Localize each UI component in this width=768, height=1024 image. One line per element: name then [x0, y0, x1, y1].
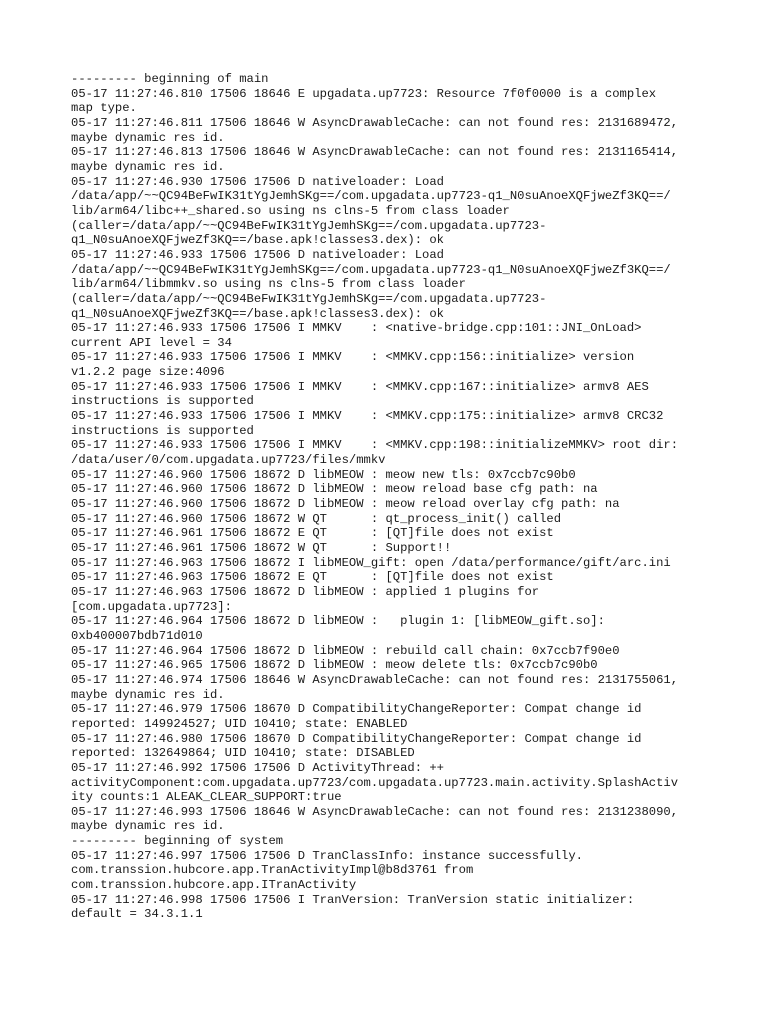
- log-line: --------- beginning of system: [71, 834, 284, 849]
- log-line: 05-17 11:27:46.964 17506 18672 D libMEOW : rebuild call chain: 0x7ccb7f90e0: [71, 643, 620, 658]
- log-line: 05-17 11:27:46.998 17506 17506 I TranVersion: TranVersion static initializer:: [71, 892, 635, 907]
- log-line: 05-17 11:27:46.933 17506 17506 I MMKV : <MMKV.cpp:175::initialize> armv8 CRC32: [71, 409, 664, 424]
- log-line: v1.2.2 page size:4096: [71, 365, 225, 380]
- log-line: 05-17 11:27:46.963 17506 18672 D libMEOW : applied 1 plugins for: [71, 584, 540, 599]
- log-line: 05-17 11:27:46.997 17506 17506 D TranClassInfo: instance successfully.: [71, 848, 583, 863]
- log-line: 05-17 11:27:46.933 17506 17506 I MMKV : <MMKV.cpp:198::initializeMMKV> root dir:: [71, 438, 679, 453]
- log-line: reported: 149924527; UID 10410; state: ENABLED: [71, 716, 408, 731]
- log-line: lib/arm64/libc++_shared.so using ns clns-5 from class loader: [71, 203, 510, 218]
- log-line: maybe dynamic res id.: [71, 687, 225, 702]
- log-line: 05-17 11:27:46.813 17506 18646 W AsyncDrawableCache: can not found res: 2131165414,: [71, 145, 679, 160]
- log-line: 05-17 11:27:46.961 17506 18672 E QT : [QT]file does not exist: [71, 526, 554, 541]
- log-line: 05-17 11:27:46.933 17506 17506 I MMKV : <native-bridge.cpp:101::JNI_OnLoad>: [71, 321, 642, 336]
- log-line: 05-17 11:27:46.960 17506 18672 D libMEOW : meow new tls: 0x7ccb7c90b0: [71, 467, 576, 482]
- log-line: 05-17 11:27:46.980 17506 18670 D CompatibilityChangeReporter: Compat change id: [71, 731, 642, 746]
- log-line: 05-17 11:27:46.965 17506 18672 D libMEOW : meow delete tls: 0x7ccb7c90b0: [71, 658, 598, 673]
- log-line: 05-17 11:27:46.960 17506 18672 D libMEOW : meow reload overlay cfg path: na: [71, 497, 620, 512]
- log-line: /data/app/~~QC94BeFwIK31tYgJemhSKg==/com.upgadata.up7723-q1_N0suAnoeXQFjweZf3KQ==/: [71, 189, 671, 204]
- log-line: 05-17 11:27:46.933 17506 17506 I MMKV : <MMKV.cpp:156::initialize> version: [71, 350, 635, 365]
- log-line: 05-17 11:27:46.963 17506 18672 I libMEOW_gift: open /data/performance/gift/arc.ini: [71, 555, 671, 570]
- log-line: 05-17 11:27:46.810 17506 18646 E upgadata.up7723: Resource 7f0f0000 is a complex: [71, 86, 657, 101]
- log-line: maybe dynamic res id.: [71, 130, 225, 145]
- log-line: --------- beginning of main: [71, 72, 269, 86]
- log-line: 05-17 11:27:46.961 17506 18672 W QT : Support!!: [71, 541, 452, 555]
- log-text-block: [71, 72, 701, 922]
- log-line: /data/user/0/com.upgadata.up7723/files/mmkv: [71, 453, 386, 468]
- log-line: 05-17 11:27:46.992 17506 17506 D ActivityThread: ++: [71, 760, 444, 775]
- log-line: com.transsion.hubcore.app.TranActivityImpl@b8d3761 from: [71, 863, 474, 878]
- log-line: 05-17 11:27:46.979 17506 18670 D CompatibilityChangeReporter: Compat change id: [71, 702, 642, 717]
- log-line: 05-17 11:27:46.933 17506 17506 D nativeloader: Load: [71, 247, 444, 262]
- log-line: 0xb400007bdb71d010: [71, 628, 203, 643]
- log-line: current API level = 34: [71, 335, 232, 350]
- log-line: lib/arm64/libmmkv.so using ns clns-5 from class loader: [71, 277, 466, 292]
- log-line: 05-17 11:27:46.933 17506 17506 I MMKV : <MMKV.cpp:167::initialize> armv8 AES: [71, 379, 649, 394]
- log-line: ity counts:1 ALEAK_CLEAR_SUPPORT:true: [71, 790, 342, 805]
- log-line: default = 34.3.1.1: [71, 907, 203, 922]
- log-line: maybe dynamic res id.: [71, 819, 225, 834]
- log-line: 05-17 11:27:46.811 17506 18646 W AsyncDrawableCache: can not found res: 2131689472,: [71, 115, 679, 130]
- log-line: instructions is supported: [71, 394, 254, 409]
- log-line: q1_N0suAnoeXQFjweZf3KQ==/base.apk!classes3.dex): ok: [71, 306, 444, 321]
- log-line: 05-17 11:27:46.930 17506 17506 D nativeloader: Load: [71, 174, 444, 189]
- log-line: 05-17 11:27:46.974 17506 18646 W AsyncDrawableCache: can not found res: 2131755061,: [71, 672, 679, 687]
- log-line: (caller=/data/app/~~QC94BeFwIK31tYgJemhSKg==/com.upgadata.up7723-: [71, 291, 547, 306]
- log-line: instructions is supported: [71, 423, 254, 438]
- log-line: 05-17 11:27:46.963 17506 18672 E QT : [QT]file does not exist: [71, 570, 554, 585]
- log-line: 05-17 11:27:46.960 17506 18672 D libMEOW : meow reload base cfg path: na: [71, 482, 598, 497]
- log-line: 05-17 11:27:46.964 17506 18672 D libMEOW : plugin 1: [libMEOW_gift.so]:: [71, 614, 605, 629]
- log-line: activityComponent:com.upgadata.up7723/com.upgadata.up7723.main.activity.SplashActiv: [71, 775, 679, 790]
- log-line: [com.upgadata.up7723]:: [71, 599, 232, 614]
- log-line: 05-17 11:27:46.993 17506 18646 W AsyncDrawableCache: can not found res: 2131238090,: [71, 804, 679, 819]
- log-line: com.transsion.hubcore.app.ITranActivity: [71, 878, 357, 893]
- log-line: maybe dynamic res id.: [71, 159, 225, 174]
- log-line: (caller=/data/app/~~QC94BeFwIK31tYgJemhSKg==/com.upgadata.up7723-: [71, 218, 547, 233]
- log-line: map type.: [71, 101, 137, 116]
- log-line: /data/app/~~QC94BeFwIK31tYgJemhSKg==/com.upgadata.up7723-q1_N0suAnoeXQFjweZf3KQ==/: [71, 262, 671, 277]
- log-line: q1_N0suAnoeXQFjweZf3KQ==/base.apk!classes3.dex): ok: [71, 233, 444, 248]
- log-line: reported: 132649864; UID 10410; state: DISABLED: [71, 746, 415, 761]
- log-line: 05-17 11:27:46.960 17506 18672 W QT : qt_process_init() called: [71, 511, 562, 526]
